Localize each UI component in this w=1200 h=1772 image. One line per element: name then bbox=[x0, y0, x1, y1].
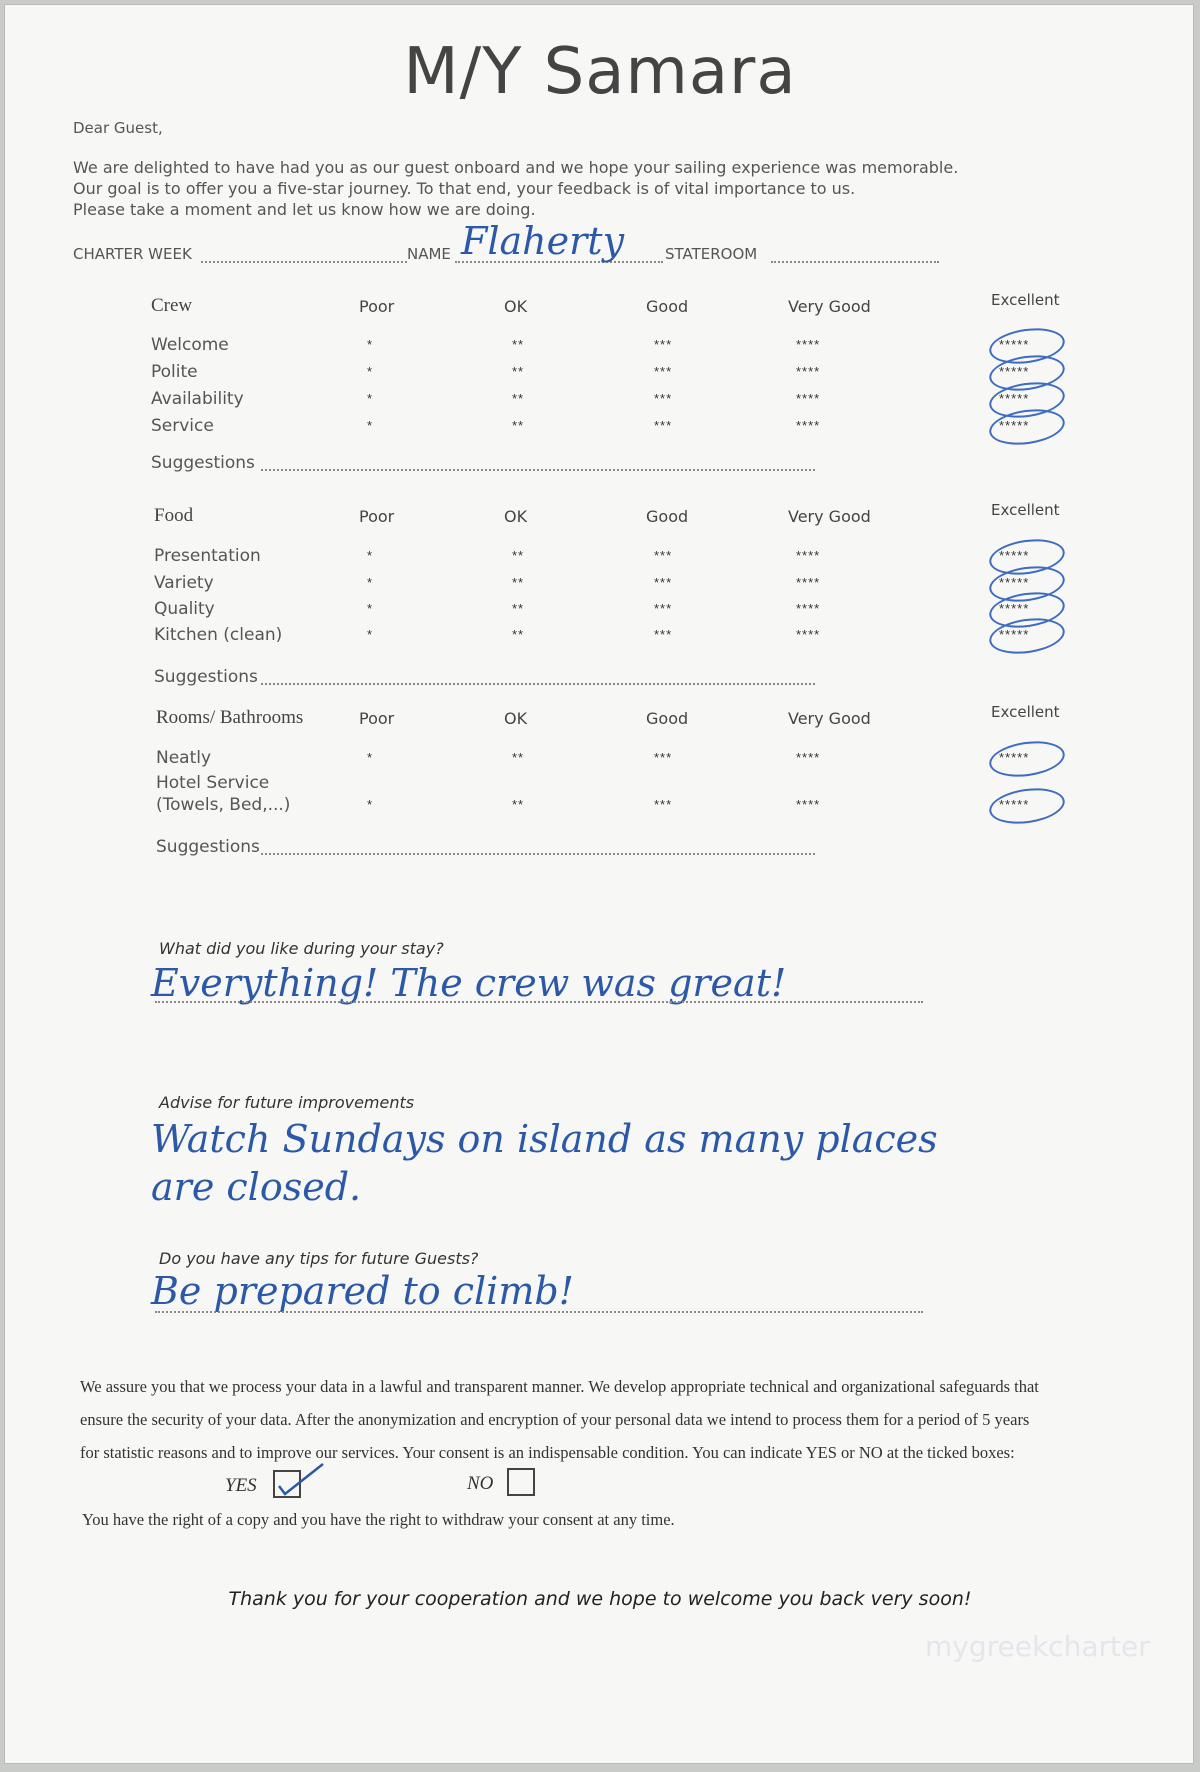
rating-option[interactable]: ** bbox=[512, 797, 525, 812]
rating-option[interactable]: **** bbox=[796, 391, 821, 406]
no-label: NO bbox=[467, 1473, 494, 1494]
rating-option[interactable]: ** bbox=[512, 391, 525, 406]
rating-option[interactable]: ***** bbox=[999, 337, 1030, 352]
selection-circle bbox=[987, 784, 1067, 828]
no-checkbox[interactable] bbox=[507, 1468, 535, 1496]
rating-option[interactable]: ***** bbox=[999, 627, 1030, 642]
rating-option[interactable]: *** bbox=[654, 391, 673, 406]
intro-line: Our goal is to offer you a five-star journey. To that end, your feedback is of vital importance to us. bbox=[73, 179, 856, 198]
rating-option[interactable]: * bbox=[367, 575, 374, 590]
rating-row-label: Kitchen (clean) bbox=[154, 625, 283, 645]
handwritten-answer: are closed. bbox=[151, 1165, 362, 1209]
handwritten-answer: Be prepared to climb! bbox=[151, 1269, 574, 1313]
consent-line: for statistic reasons and to improve our services. Your consent is an indispensable condition. You can indicate YES or NO at the ticked boxes: bbox=[80, 1443, 1015, 1462]
rating-option[interactable]: **** bbox=[796, 337, 821, 352]
rating-row-label: Hotel Service bbox=[156, 773, 270, 793]
check-mark-icon bbox=[273, 1458, 321, 1494]
rights-text: You have the right of a copy and you have the right to withdraw your consent at any time. bbox=[82, 1510, 675, 1529]
feedback-form-page bbox=[4, 4, 1194, 1764]
rating-option[interactable]: ***** bbox=[999, 548, 1030, 563]
rating-option[interactable]: ** bbox=[512, 627, 525, 642]
answer-line[interactable] bbox=[155, 1311, 923, 1313]
charter-week-field[interactable] bbox=[201, 261, 407, 263]
consent-text bbox=[80, 1370, 1160, 1469]
section-title: Crew bbox=[151, 295, 193, 316]
rating-option[interactable]: ** bbox=[512, 548, 525, 563]
rating-header: Poor bbox=[359, 507, 395, 526]
rating-header: Good bbox=[646, 507, 689, 526]
rating-option[interactable]: *** bbox=[654, 418, 673, 433]
rating-header: OK bbox=[504, 709, 528, 728]
rating-header: Excellent bbox=[991, 291, 1060, 309]
rating-header: Poor bbox=[359, 297, 395, 316]
intro-line: Please take a moment and let us know how we are doing. bbox=[73, 200, 536, 219]
rating-header: Good bbox=[646, 297, 689, 316]
name-value: Flaherty bbox=[461, 219, 625, 263]
rating-header: OK bbox=[504, 507, 528, 526]
rating-option[interactable]: * bbox=[367, 601, 374, 616]
rating-row-label: Quality bbox=[154, 599, 215, 619]
rating-option[interactable]: ** bbox=[512, 418, 525, 433]
rating-header: Excellent bbox=[991, 501, 1060, 519]
rating-option[interactable]: ** bbox=[512, 750, 525, 765]
rating-option[interactable]: **** bbox=[796, 797, 821, 812]
rating-header: Good bbox=[646, 709, 689, 728]
handwritten-answer: Everything! The crew was great! bbox=[151, 961, 787, 1005]
rating-header: OK bbox=[504, 297, 528, 316]
yes-checkbox[interactable] bbox=[273, 1470, 301, 1498]
rating-option[interactable]: * bbox=[367, 548, 374, 563]
section-title: Rooms/ Bathrooms bbox=[156, 707, 304, 728]
rating-row-label: Presentation bbox=[154, 546, 261, 566]
rating-option[interactable]: * bbox=[367, 391, 374, 406]
rating-option[interactable]: ***** bbox=[999, 418, 1030, 433]
rating-option[interactable]: ***** bbox=[999, 601, 1030, 616]
suggestions-label: Suggestions bbox=[154, 667, 258, 687]
suggestions-field[interactable] bbox=[261, 683, 815, 685]
rating-option[interactable]: **** bbox=[796, 750, 821, 765]
yes-label: YES bbox=[225, 1475, 257, 1496]
rating-option[interactable]: ** bbox=[512, 601, 525, 616]
rating-header: Very Good bbox=[788, 709, 871, 728]
name-label: NAME bbox=[407, 245, 451, 263]
rating-option[interactable]: * bbox=[367, 797, 374, 812]
charter-week-label: CHARTER WEEK bbox=[73, 245, 192, 263]
suggestions-field[interactable] bbox=[261, 469, 815, 471]
question-label: Advise for future improvements bbox=[159, 1093, 415, 1112]
rating-row-label: Availability bbox=[151, 389, 244, 409]
rating-header: Very Good bbox=[788, 507, 871, 526]
stateroom-label: STATEROOM bbox=[665, 245, 758, 263]
greeting: Dear Guest, bbox=[73, 119, 163, 137]
rating-header: Excellent bbox=[991, 703, 1060, 721]
rating-row-label: Service bbox=[151, 416, 214, 436]
rating-option[interactable]: ** bbox=[512, 337, 525, 352]
rating-option[interactable]: *** bbox=[654, 750, 673, 765]
rating-option[interactable]: *** bbox=[654, 337, 673, 352]
rating-option[interactable]: **** bbox=[796, 601, 821, 616]
answer-line[interactable] bbox=[155, 1001, 923, 1003]
intro-text bbox=[73, 157, 973, 220]
rating-option[interactable]: **** bbox=[796, 364, 821, 379]
rating-option[interactable]: * bbox=[367, 418, 374, 433]
rating-row-label: Welcome bbox=[151, 335, 229, 355]
rating-option[interactable]: *** bbox=[654, 601, 673, 616]
rating-option[interactable]: ***** bbox=[999, 797, 1030, 812]
rating-option[interactable]: ** bbox=[512, 364, 525, 379]
rating-option[interactable]: * bbox=[367, 337, 374, 352]
rating-option[interactable]: *** bbox=[654, 627, 673, 642]
intro-line: We are delighted to have had you as our guest onboard and we hope your sailing experience was memorable. bbox=[73, 158, 959, 177]
rating-option[interactable]: ***** bbox=[999, 391, 1030, 406]
rating-option[interactable]: **** bbox=[796, 418, 821, 433]
page-title: M/Y Samara bbox=[403, 35, 797, 109]
rating-row-label: (Towels, Bed,...) bbox=[156, 795, 291, 815]
handwritten-answer: Watch Sundays on island as many places bbox=[151, 1117, 938, 1161]
rating-option[interactable]: ***** bbox=[999, 364, 1030, 379]
rating-option[interactable]: *** bbox=[654, 797, 673, 812]
rating-option[interactable]: **** bbox=[796, 627, 821, 642]
suggestions-field[interactable] bbox=[261, 853, 815, 855]
rating-option[interactable]: *** bbox=[654, 575, 673, 590]
consent-line: ensure the security of your data. After the anonymization and encryption of your personal data we intend to process them for a period of 5 years bbox=[80, 1410, 1030, 1429]
rating-option[interactable]: * bbox=[367, 627, 374, 642]
consent-line: We assure you that we process your data in a lawful and transparent manner. We develop appropriate technical and organizational safeguards that bbox=[80, 1377, 1039, 1396]
rating-header: Poor bbox=[359, 709, 395, 728]
thanks-text: Thank you for your cooperation and we hope to welcome you back very soon! bbox=[228, 1588, 972, 1610]
suggestions-label: Suggestions bbox=[151, 453, 255, 473]
rating-header: Very Good bbox=[788, 297, 871, 316]
rating-option[interactable]: **** bbox=[796, 548, 821, 563]
rating-option[interactable]: ***** bbox=[999, 750, 1030, 765]
rating-option[interactable]: ***** bbox=[999, 575, 1030, 590]
question-label: What did you like during your stay? bbox=[159, 939, 444, 958]
rating-row-label: Neatly bbox=[156, 748, 212, 768]
selection-circle bbox=[987, 737, 1067, 781]
stateroom-field[interactable] bbox=[771, 261, 939, 263]
rating-option[interactable]: **** bbox=[796, 575, 821, 590]
rating-row-label: Variety bbox=[154, 573, 214, 593]
rating-option[interactable]: ** bbox=[512, 575, 525, 590]
suggestions-label: Suggestions bbox=[156, 837, 260, 857]
question-label: Do you have any tips for future Guests? bbox=[159, 1249, 479, 1268]
rating-option[interactable]: *** bbox=[654, 364, 673, 379]
section-title: Food bbox=[154, 505, 194, 526]
rating-row-label: Polite bbox=[151, 362, 198, 382]
watermark-logo: mygreekcharter bbox=[925, 1630, 1150, 1663]
rating-option[interactable]: * bbox=[367, 364, 374, 379]
rating-option[interactable]: *** bbox=[654, 548, 673, 563]
rating-option[interactable]: * bbox=[367, 750, 374, 765]
